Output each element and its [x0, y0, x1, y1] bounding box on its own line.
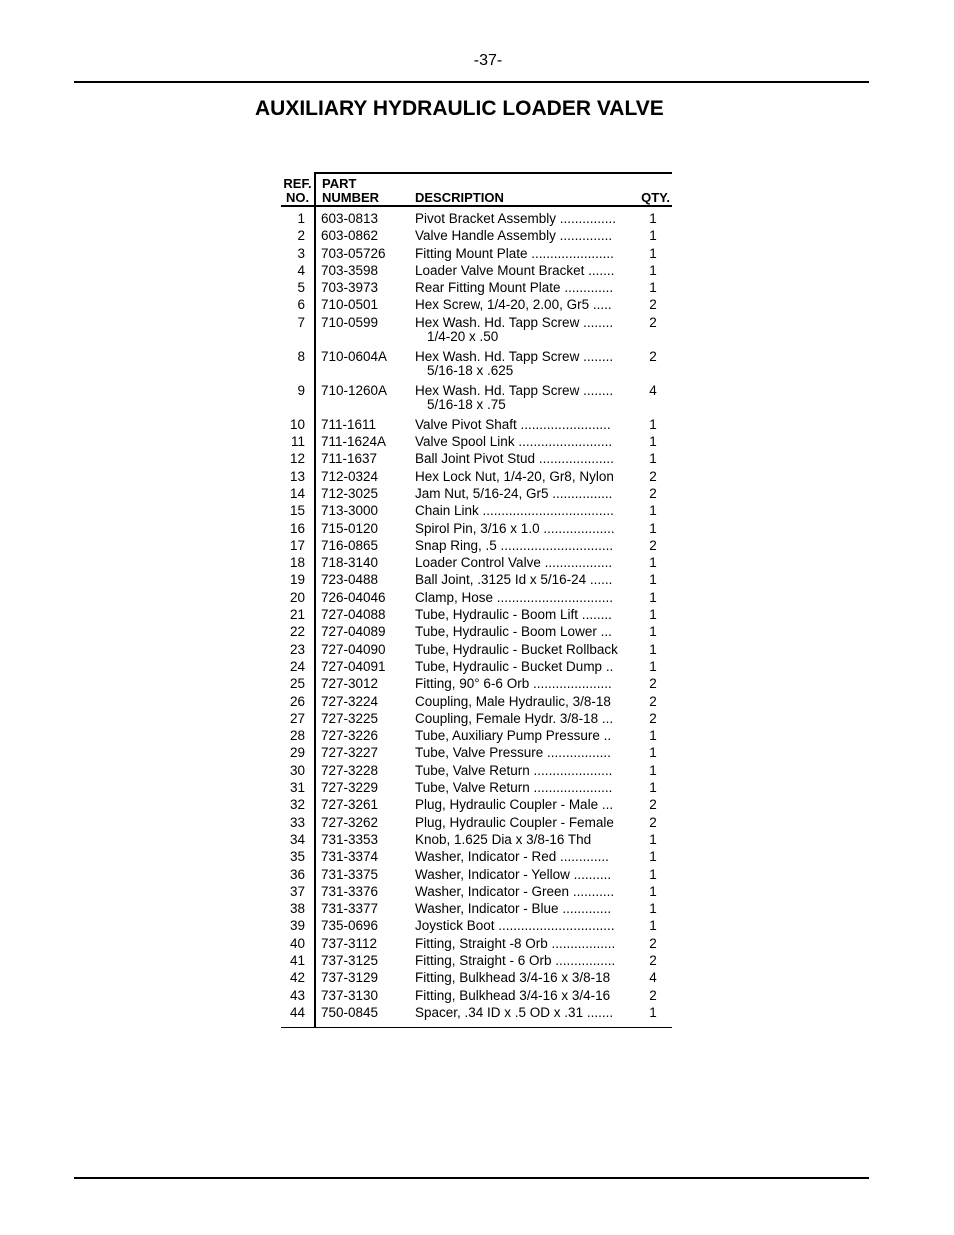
quantity: 1: [649, 901, 657, 917]
table-row: [281, 831, 672, 848]
description: Fitting, Straight -8 Orb .................: [415, 935, 616, 951]
description: Tube, Hydraulic - Bucket Dump ..: [415, 658, 614, 674]
table-row: [281, 589, 672, 606]
description: Joystick Boot ...............................: [415, 918, 615, 934]
ref-no: 7: [297, 314, 305, 330]
quantity: 1: [649, 245, 657, 261]
description: Clamp, Hose ...............................: [415, 589, 614, 605]
quantity: 1: [649, 434, 657, 450]
part-number: 711-1637: [321, 451, 378, 467]
part-number: 715-0120: [321, 520, 379, 536]
quantity: 1: [649, 745, 657, 761]
quantity: 2: [649, 485, 657, 501]
quantity: 1: [649, 728, 657, 744]
quantity: 2: [649, 297, 657, 313]
part-number: 731-3374: [321, 849, 379, 865]
table-top-rule: [314, 172, 672, 174]
part-number: 603-0862: [321, 228, 379, 244]
table-row: [281, 245, 672, 262]
part-number: 703-3598: [321, 262, 379, 278]
header-qty: QTY.: [641, 190, 670, 205]
description: Washer, Indicator - Yellow ..........: [415, 866, 612, 882]
part-number: 726-04046: [321, 589, 386, 605]
table-row: [281, 658, 672, 675]
ref-no: 27: [289, 710, 305, 726]
table-row: [281, 606, 672, 623]
ref-no: 25: [289, 676, 305, 692]
description: Hex Wash. Hd. Tapp Screw ........: [415, 314, 614, 330]
description: Valve Pivot Shaft ........................: [415, 416, 611, 432]
description: Fitting Mount Plate ......................: [415, 245, 614, 261]
quantity: 2: [649, 314, 657, 330]
table-header-rule: [281, 205, 672, 207]
table-row: [281, 433, 672, 450]
quantity: 2: [649, 952, 657, 968]
table-row: [281, 727, 672, 744]
table-row: [281, 571, 672, 588]
quantity: 2: [649, 348, 657, 364]
description-detail: 5/16-18 x .75: [427, 396, 506, 412]
ref-no: 14: [289, 485, 305, 501]
table-row: [281, 227, 672, 244]
part-number: 731-3376: [321, 883, 379, 899]
ref-no: 13: [289, 468, 305, 484]
table-row: [281, 848, 672, 865]
ref-no: 37: [289, 883, 305, 899]
part-number: 711-1624A: [321, 434, 387, 450]
description: Rear Fitting Mount Plate .............: [415, 280, 614, 296]
description: Knob, 1.625 Dia x 3/8-16 Thd: [415, 831, 592, 847]
ref-no: 6: [297, 297, 305, 313]
quantity: 2: [649, 935, 657, 951]
quantity: 1: [649, 503, 657, 519]
part-number: 718-3140: [321, 555, 379, 571]
quantity: 1: [649, 280, 657, 296]
ref-no: 33: [289, 814, 305, 830]
description: Tube, Auxiliary Pump Pressure ..: [415, 728, 612, 744]
description: Valve Handle Assembly ..............: [415, 228, 613, 244]
page-number: -37-: [473, 52, 503, 69]
table-row: [281, 744, 672, 761]
quantity: 2: [649, 468, 657, 484]
part-number: 727-3012: [321, 676, 379, 692]
ref-no: 5: [297, 280, 305, 296]
table-row: [281, 935, 672, 952]
header-part-line2: NUMBER: [322, 190, 380, 205]
quantity: 1: [649, 520, 657, 536]
table-row: [281, 468, 672, 485]
description: Loader Control Valve ..................: [415, 555, 613, 571]
quantity: 1: [649, 641, 657, 657]
part-number: 703-05726: [321, 245, 386, 261]
description: Washer, Indicator - Blue .............: [415, 901, 612, 917]
quantity: 1: [649, 572, 657, 588]
table-row: [281, 314, 672, 348]
description: Plug, Hydraulic Coupler - Male ...: [415, 797, 614, 813]
header-part-line1: PART: [322, 176, 357, 191]
ref-no: 43: [289, 987, 305, 1003]
part-number: 713-3000: [321, 503, 379, 519]
part-number: 723-0488: [321, 572, 379, 588]
table-row: [281, 210, 672, 227]
description: Tube, Valve Return .....................: [415, 762, 613, 778]
ref-no: 15: [289, 503, 305, 519]
table-row: [281, 554, 672, 571]
part-number: 727-3226: [321, 728, 379, 744]
quantity: 1: [649, 1004, 657, 1020]
part-number: 712-3025: [321, 485, 379, 501]
table-row: [281, 279, 672, 296]
part-number: 731-3377: [321, 901, 379, 917]
quantity: 4: [649, 382, 657, 398]
ref-no: 2: [297, 228, 305, 244]
quantity: 2: [649, 814, 657, 830]
ref-no: 3: [297, 245, 305, 261]
part-number: 710-0604A: [321, 348, 388, 364]
description: Coupling, Male Hydraulic, 3/8-18: [415, 693, 611, 709]
table-row: [281, 502, 672, 519]
part-number: 731-3353: [321, 831, 379, 847]
header-ref-no: [281, 177, 314, 205]
description: Spirol Pin, 3/16 x 1.0 ...................: [415, 520, 615, 536]
quantity: 2: [649, 676, 657, 692]
description: Jam Nut, 5/16-24, Gr5 ................: [415, 485, 613, 501]
part-number: 712-0324: [321, 468, 379, 484]
part-number: 731-3375: [321, 866, 379, 882]
ref-no: 24: [289, 658, 305, 674]
ref-no: 19: [289, 572, 305, 588]
table-row: [281, 796, 672, 813]
part-number: 737-3112: [321, 935, 378, 951]
table-row: [281, 710, 672, 727]
description: Ball Joint Pivot Stud ....................: [415, 451, 614, 467]
quantity: 2: [649, 693, 657, 709]
page-title: AUXILIARY HYDRAULIC LOADER VALVE: [255, 97, 664, 120]
quantity: 2: [649, 987, 657, 1003]
description: Loader Valve Mount Bracket .......: [415, 262, 615, 278]
part-number: 727-3225: [321, 710, 379, 726]
part-number: 727-3227: [321, 745, 379, 761]
description: Hex Screw, 1/4-20, 2.00, Gr5 .....: [415, 297, 612, 313]
part-number: 727-3224: [321, 693, 379, 709]
ref-no: 36: [289, 866, 305, 882]
table-bottom-rule: [281, 1027, 672, 1029]
table-row: [281, 693, 672, 710]
ref-no: 44: [289, 1004, 305, 1020]
quantity: 1: [649, 416, 657, 432]
description-detail: 1/4-20 x .50: [427, 328, 499, 344]
description: Washer, Indicator - Red .............: [415, 849, 609, 865]
part-number: 710-0501: [321, 297, 379, 313]
ref-no: 42: [289, 970, 305, 986]
part-number: 735-0696: [321, 918, 379, 934]
quantity: 1: [649, 211, 657, 226]
ref-no: 28: [289, 728, 305, 744]
ref-no: 39: [289, 918, 305, 934]
description: Tube, Hydraulic - Boom Lower ...: [415, 624, 612, 640]
table-row: [281, 520, 672, 537]
table-row: [281, 1004, 672, 1021]
ref-no: 18: [289, 555, 305, 571]
table-row: [281, 987, 672, 1004]
table-row: [281, 450, 672, 467]
part-number: 727-04088: [321, 607, 386, 623]
table-row: [281, 348, 672, 382]
quantity: 1: [649, 228, 657, 244]
ref-no: 10: [289, 416, 305, 432]
table-row: [281, 623, 672, 640]
description: Tube, Valve Pressure .................: [415, 745, 611, 761]
description: Washer, Indicator - Green ...........: [415, 883, 615, 899]
table-row: [281, 382, 672, 416]
part-number: 750-0845: [321, 1004, 379, 1020]
description: Fitting, Bulkhead 3/4-16 x 3/8-18: [415, 970, 611, 986]
header-part-number: [322, 177, 379, 205]
quantity: 4: [649, 970, 657, 986]
quantity: 1: [649, 831, 657, 847]
description: Tube, Valve Return .....................: [415, 780, 613, 796]
part-number: 727-3229: [321, 780, 379, 796]
table-row: [281, 262, 672, 279]
quantity: 1: [649, 658, 657, 674]
parts-list-table: [281, 172, 672, 1028]
ref-no: 38: [289, 901, 305, 917]
header-ref-line1: REF.: [283, 176, 312, 191]
top-rule: [74, 81, 869, 83]
ref-no: 26: [289, 693, 305, 709]
table-row: [281, 917, 672, 934]
table-row: [281, 814, 672, 831]
part-number: 737-3130: [321, 987, 379, 1003]
ref-no: 9: [297, 382, 305, 398]
table-row: [281, 296, 672, 313]
part-number: 710-1260A: [321, 382, 388, 398]
description: Valve Spool Link .........................: [415, 434, 613, 450]
description: Spacer, .34 ID x .5 OD x .31 .......: [415, 1004, 614, 1020]
table-row: [281, 485, 672, 502]
quantity: 1: [649, 624, 657, 640]
parts-rows: [281, 210, 672, 1021]
table-row: [281, 416, 672, 433]
quantity: 1: [649, 849, 657, 865]
ref-no: 17: [289, 537, 305, 553]
quantity: 1: [649, 883, 657, 899]
quantity: 1: [649, 866, 657, 882]
ref-no: 32: [289, 797, 305, 813]
part-number: 710-0599: [321, 314, 379, 330]
part-number: 727-04091: [321, 658, 386, 674]
ref-no: 16: [289, 520, 305, 536]
ref-no: 30: [289, 762, 305, 778]
table-row: [281, 779, 672, 796]
ref-no: 8: [297, 348, 305, 364]
table-row: [281, 883, 672, 900]
part-number: 711-1611: [321, 416, 377, 432]
quantity: 1: [649, 780, 657, 796]
description: Coupling, Female Hydr. 3/8-18 ...: [415, 710, 614, 726]
quantity: 2: [649, 710, 657, 726]
part-number: 703-3973: [321, 280, 379, 296]
ref-no: 34: [289, 831, 305, 847]
bottom-rule: [74, 1177, 869, 1179]
ref-no: 22: [289, 624, 305, 640]
quantity: 1: [649, 762, 657, 778]
description: Hex Wash. Hd. Tapp Screw ........: [415, 348, 614, 364]
description-detail: 5/16-18 x .625: [427, 362, 514, 378]
ref-no: 4: [297, 262, 305, 278]
quantity: 1: [649, 607, 657, 623]
description: Chain Link ...................................: [415, 503, 614, 519]
part-number: 727-04090: [321, 641, 386, 657]
quantity: 1: [649, 589, 657, 605]
part-number: 727-3262: [321, 814, 379, 830]
table-row: [281, 762, 672, 779]
header-description: DESCRIPTION: [415, 190, 504, 205]
header-ref-line2: NO.: [285, 190, 310, 205]
ref-no: 29: [289, 745, 305, 761]
ref-no: 20: [289, 589, 305, 605]
ref-no: 12: [289, 451, 305, 467]
ref-no: 31: [289, 780, 305, 796]
description: Snap Ring, .5 ..............................: [415, 537, 614, 553]
ref-no: 35: [289, 849, 305, 865]
description: Pivot Bracket Assembly ...............: [415, 211, 617, 226]
description: Tube, Hydraulic - Bucket Rollback: [415, 641, 618, 657]
ref-no: 41: [289, 952, 305, 968]
description: Plug, Hydraulic Coupler - Female: [415, 814, 614, 830]
quantity: 1: [649, 555, 657, 571]
table-row: [281, 675, 672, 692]
quantity: 1: [649, 451, 657, 467]
part-number: 737-3125: [321, 952, 379, 968]
table-row: [281, 866, 672, 883]
table-row: [281, 969, 672, 986]
description: Tube, Hydraulic - Boom Lift ........: [415, 607, 612, 623]
part-number: 737-3129: [321, 970, 379, 986]
description: Fitting, Bulkhead 3/4-16 x 3/4-16: [415, 987, 611, 1003]
table-row: [281, 900, 672, 917]
part-number: 727-3228: [321, 762, 379, 778]
description: Hex Lock Nut, 1/4-20, Gr8, Nylon: [415, 468, 614, 484]
part-number: 727-04089: [321, 624, 386, 640]
quantity: 2: [649, 797, 657, 813]
description: Hex Wash. Hd. Tapp Screw ........: [415, 382, 614, 398]
ref-no: 1: [297, 211, 305, 226]
quantity: 1: [649, 918, 657, 934]
ref-no: 21: [289, 607, 305, 623]
quantity: 2: [649, 537, 657, 553]
ref-no: 40: [289, 935, 305, 951]
part-number: 727-3261: [321, 797, 379, 813]
part-number: 603-0813: [321, 211, 379, 226]
quantity: 1: [649, 262, 657, 278]
table-row: [281, 641, 672, 658]
ref-no: 11: [290, 434, 305, 450]
ref-no: 23: [289, 641, 305, 657]
part-number: 716-0865: [321, 537, 379, 553]
description: Fitting, 90° 6-6 Orb .....................: [415, 676, 612, 692]
table-row: [281, 537, 672, 554]
description: Ball Joint, .3125 Id x 5/16-24 ......: [415, 572, 613, 588]
table-row: [281, 952, 672, 969]
description: Fitting, Straight - 6 Orb ................: [415, 952, 616, 968]
